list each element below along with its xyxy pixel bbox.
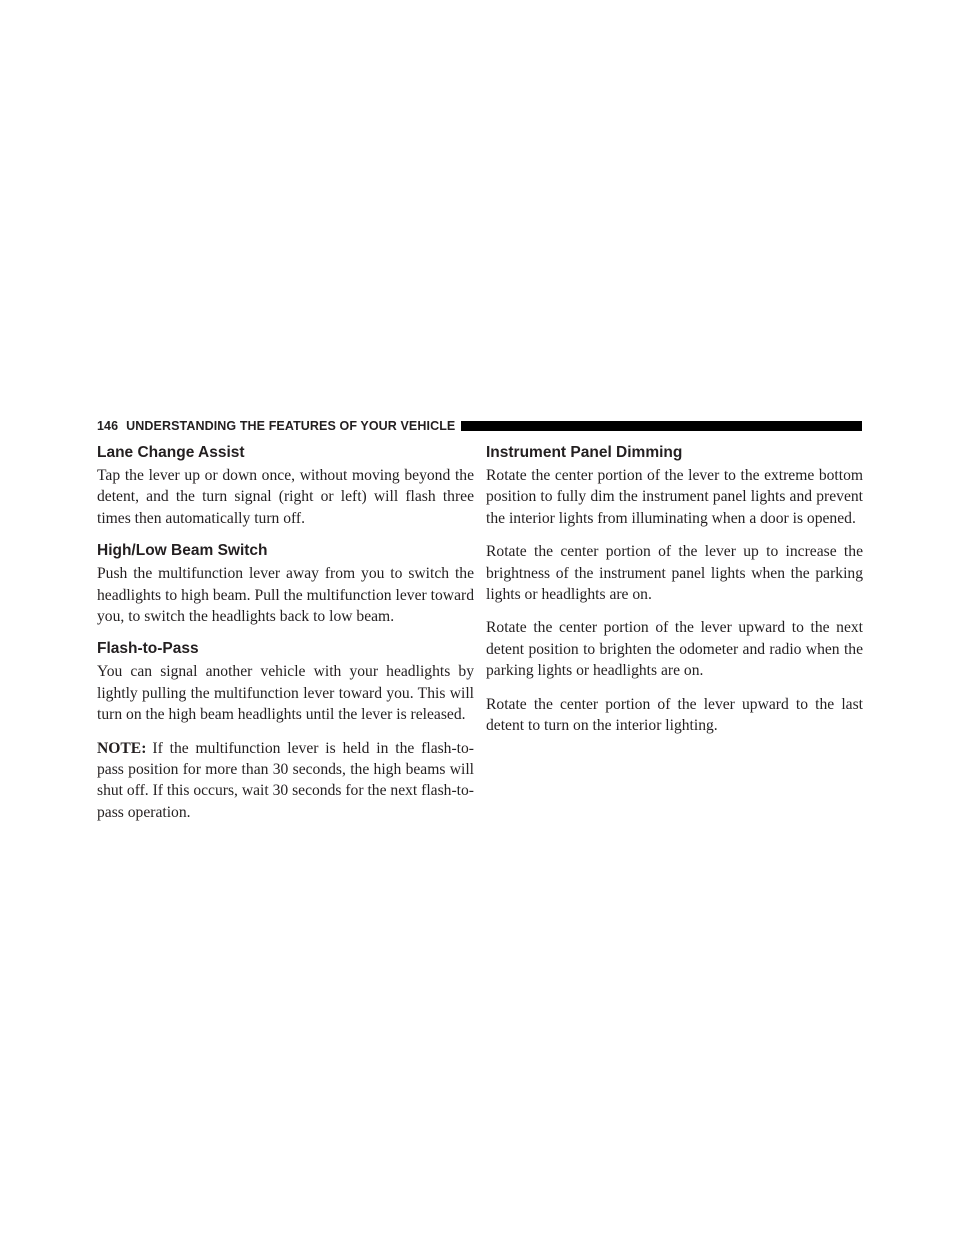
note-text: If the multifunction lever is held in the flash-to-pass position for more than 30 seconds, the high beams will shut off. If this occurs, wait 30 seconds for the next flash-to-pass operation. (97, 739, 474, 821)
header-rule (461, 421, 862, 431)
paragraph-dimming-3: Rotate the center portion of the lever upward to the next detent position to brighten the odometer and radio when the parking lights or headlights are on. (486, 619, 863, 680)
paragraph-dimming-4: Rotate the center portion of the lever upward to the last detent to turn on the interior lighting. (486, 695, 863, 735)
paragraph-lane-change-assist: Tap the lever up or down once, without moving beyond the detent, and the turn signal (right or left) will flash three times then automatically turn off. (97, 467, 474, 527)
section-flash-to-pass (97, 639, 474, 823)
note-label: NOTE: (97, 739, 147, 757)
heading-high-low-beam: High/Low Beam Switch (97, 542, 268, 560)
section-high-low-beam (97, 541, 474, 627)
right-column (486, 443, 863, 748)
running-head: UNDERSTANDING THE FEATURES OF YOUR VEHICLE (126, 419, 456, 433)
paragraph-dimming-2: Rotate the center portion of the lever up to increase the brightness of the instrument panel lights when the parking lights or headlights are on. (486, 543, 863, 604)
paragraph-flash-to-pass: You can signal another vehicle with your headlights by lightly pulling the multifunction lever toward you. This will turn on the high beam headlights until the lever is released. (97, 663, 474, 724)
page-number: 146 (97, 419, 119, 433)
paragraph-high-low-beam: Push the multifunction lever away from you to switch the headlights to high beam. Pull the multifunction lever toward you, to switch the headlights back to low beam. (97, 565, 474, 626)
heading-lane-change-assist: Lane Change Assist (97, 444, 245, 461)
paragraph-dimming-1: Rotate the center portion of the lever to the extreme bottom position to fully dim the instrument panel lights and prevent the interior lights from illuminating when a door is opened. (486, 467, 863, 527)
page-header (97, 418, 862, 434)
note-paragraph (97, 738, 474, 824)
left-column (97, 443, 474, 835)
section-lane-change-assist (97, 443, 474, 529)
section-instrument-panel-dimming (486, 443, 863, 736)
heading-instrument-panel-dimming: Instrument Panel Dimming (486, 444, 683, 461)
heading-flash-to-pass: Flash-to-Pass (97, 640, 199, 658)
